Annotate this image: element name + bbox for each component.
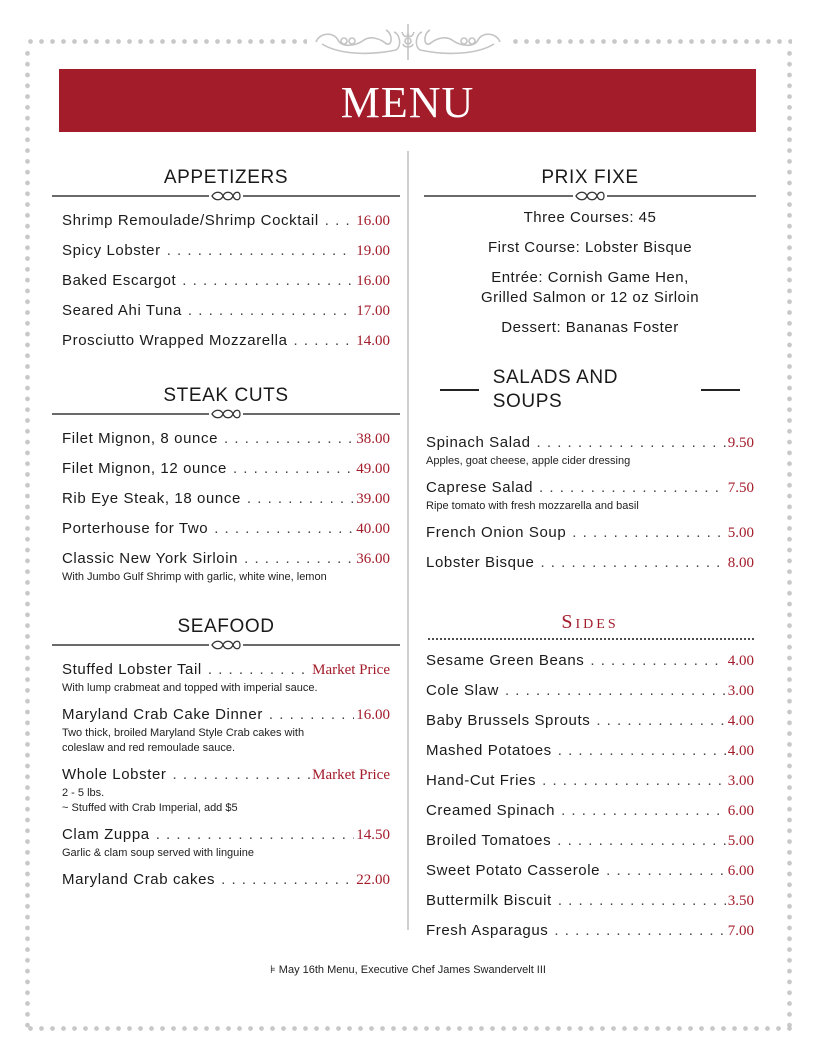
item-name: Broiled Tomatoes xyxy=(426,832,552,849)
footer-note xyxy=(0,963,816,976)
prix-fixe-first-course: First Course: Lobster Bisque xyxy=(487,239,693,256)
item-name: Maryland Crab cakes xyxy=(62,871,216,888)
dot-leader xyxy=(325,210,354,232)
item-price: 40.00 xyxy=(356,521,390,537)
item-name: Whole Lobster xyxy=(62,766,167,783)
heading-rule xyxy=(52,190,400,202)
item-price: 14.50 xyxy=(356,827,390,843)
title-banner xyxy=(59,69,756,132)
item-price: 36.00 xyxy=(356,551,390,567)
item-name: Maryland Crab Cake Dinner xyxy=(62,706,263,723)
heading-bar-right xyxy=(701,389,740,391)
menu-item xyxy=(62,824,390,861)
item-name: Prosciutto Wrapped Mozzarella xyxy=(62,332,288,349)
section-heading: APPETIZERS xyxy=(163,167,289,188)
section-heading: STEAK CUTS xyxy=(163,385,289,406)
item-price: 5.00 xyxy=(727,833,754,849)
item-name: Cole Slaw xyxy=(426,682,499,699)
dot-leader xyxy=(182,270,354,292)
dot-leader xyxy=(208,659,310,681)
menu-item xyxy=(62,330,390,352)
dot-leader xyxy=(561,800,726,822)
dot-leader xyxy=(558,890,726,912)
menu-item xyxy=(62,704,390,756)
dot-leader xyxy=(537,432,726,454)
menu-item xyxy=(62,659,390,696)
item-name: Rib Eye Steak, 18 ounce xyxy=(62,490,241,507)
steak-cuts-section xyxy=(62,384,390,585)
dot-leader xyxy=(554,920,725,942)
menu-item xyxy=(426,432,754,469)
item-name: Clam Zuppa xyxy=(62,826,150,843)
dot-leader xyxy=(558,740,726,762)
dot-leader xyxy=(156,824,355,846)
item-price: Market Price xyxy=(312,662,390,678)
dot-leader xyxy=(214,518,354,540)
item-price: 19.00 xyxy=(356,243,390,259)
dot-leader xyxy=(221,869,354,891)
item-name: Filet Mignon, 12 ounce xyxy=(62,460,227,477)
item-name: Spinach Salad xyxy=(426,434,531,451)
left-column xyxy=(62,166,390,891)
item-description: Ripe tomato with fresh mozzarella and basil xyxy=(426,500,639,512)
menu-item xyxy=(426,680,754,702)
menu-item xyxy=(62,240,390,262)
dot-leader xyxy=(167,240,355,262)
seafood-section xyxy=(62,615,390,891)
item-description: Two thick, broiled Maryland Style Crab cakes with coleslaw and red remoulade sauce. xyxy=(62,727,305,754)
dot-leader xyxy=(294,330,355,352)
item-price: 8.00 xyxy=(727,555,754,571)
dot-leader xyxy=(540,552,725,574)
menu-item xyxy=(62,518,390,540)
item-name: Sesame Green Beans xyxy=(426,652,585,669)
menu-item xyxy=(426,740,754,762)
item-price: Market Price xyxy=(312,767,390,783)
item-price: 17.00 xyxy=(356,303,390,319)
knot-ornament-icon xyxy=(209,408,243,420)
sides-section xyxy=(426,610,754,942)
prix-fixe-price: Three Courses: 45 xyxy=(523,209,657,226)
item-name: French Onion Soup xyxy=(426,524,567,541)
item-name: Baby Brussels Sprouts xyxy=(426,712,591,729)
menu-item xyxy=(62,548,390,585)
salads-soups-section xyxy=(426,366,754,574)
menu-item xyxy=(62,458,390,480)
menu-item xyxy=(426,920,754,942)
item-price: 3.00 xyxy=(727,773,754,789)
heading-rule xyxy=(52,408,400,420)
dot-leader xyxy=(247,488,354,510)
item-description: With Jumbo Gulf Shrimp with garlic, white wine, lemon xyxy=(62,571,327,583)
item-name: Buttermilk Biscuit xyxy=(426,892,552,909)
menu-item xyxy=(62,210,390,232)
dotted-rule xyxy=(427,638,754,640)
item-description: Garlic & clam soup served with linguine xyxy=(62,847,254,859)
dot-leader xyxy=(590,650,725,672)
section-heading-row xyxy=(426,366,754,414)
menu-item xyxy=(62,764,390,816)
item-name: Shrimp Remoulade/Shrimp Cocktail xyxy=(62,212,319,229)
menu-item xyxy=(62,270,390,292)
menu-item xyxy=(62,300,390,322)
prix-fixe-entree: Entrée: Cornish Game Hen, xyxy=(491,269,689,286)
menu-item xyxy=(426,650,754,672)
knot-ornament-icon xyxy=(209,190,243,202)
heading-rule xyxy=(52,639,400,651)
item-name: Lobster Bisque xyxy=(426,554,535,571)
item-name: Sweet Potato Casserole xyxy=(426,862,601,879)
dot-leader xyxy=(224,428,354,450)
menu-item xyxy=(426,710,754,732)
item-name: Stuffed Lobster Tail xyxy=(62,661,202,678)
item-price: 14.00 xyxy=(356,333,390,349)
menu-item xyxy=(426,890,754,912)
prix-fixe-section xyxy=(426,166,754,338)
item-price: 38.00 xyxy=(356,431,390,447)
menu-item xyxy=(426,860,754,882)
page-title: MENU xyxy=(340,77,475,127)
item-price: 3.50 xyxy=(727,893,754,909)
dot-leader xyxy=(244,548,354,570)
menu-item xyxy=(426,477,754,514)
frame-top-right-dots xyxy=(510,39,792,44)
item-name: Fresh Asparagus xyxy=(426,922,549,939)
item-price: 49.00 xyxy=(356,461,390,477)
item-price: 6.00 xyxy=(727,803,754,819)
item-name: Porterhouse for Two xyxy=(62,520,209,537)
item-price: 5.00 xyxy=(727,525,754,541)
section-heading: PRIX FIXE xyxy=(541,167,639,188)
footer-text: May 16th Menu, Executive Chef James Swandervelt III xyxy=(278,964,546,976)
prix-fixe-dessert: Dessert: Bananas Foster xyxy=(501,319,679,336)
item-description: With lump crabmeat and topped with imperial sauce. xyxy=(62,682,318,694)
dot-leader xyxy=(173,764,311,786)
item-name: Hand-Cut Fries xyxy=(426,772,537,789)
item-description-note: ~ Stuffed with Crab Imperial, add $5 xyxy=(62,802,238,814)
item-name: Filet Mignon, 8 ounce xyxy=(62,430,219,447)
dot-leader xyxy=(539,477,726,499)
right-column xyxy=(426,166,754,942)
flourish-ornament-icon xyxy=(308,20,508,62)
section-heading: SALADS AND SOUPS xyxy=(492,367,619,412)
column-divider xyxy=(407,151,409,930)
item-price: 3.00 xyxy=(727,683,754,699)
dot-leader xyxy=(505,680,726,702)
item-price: 16.00 xyxy=(356,273,390,289)
fleuron-icon: ⊧ xyxy=(270,964,276,976)
dot-leader xyxy=(233,458,354,480)
item-price: 4.00 xyxy=(727,743,754,759)
item-price: 9.50 xyxy=(727,435,754,451)
dot-leader xyxy=(572,522,725,544)
item-price: 6.00 xyxy=(727,863,754,879)
item-name: Baked Escargot xyxy=(62,272,177,289)
dot-leader xyxy=(542,770,726,792)
prix-fixe-entree-cont: Grilled Salmon or 12 oz Sirloin xyxy=(480,289,700,306)
section-heading: Sides xyxy=(561,611,619,633)
frame-bottom-dots xyxy=(25,1026,792,1031)
item-price: 22.00 xyxy=(356,872,390,888)
menu-item xyxy=(62,488,390,510)
menu-item xyxy=(426,552,754,574)
menu-item xyxy=(62,869,390,891)
item-name: Caprese Salad xyxy=(426,479,534,496)
heading-rule xyxy=(424,190,756,202)
item-price: 4.00 xyxy=(727,653,754,669)
item-price: 16.00 xyxy=(356,707,390,723)
dot-leader xyxy=(269,704,354,726)
dot-leader xyxy=(557,830,726,852)
item-price: 4.00 xyxy=(727,713,754,729)
item-price: 39.00 xyxy=(356,491,390,507)
heading-bar-left xyxy=(440,389,479,391)
item-price: 16.00 xyxy=(356,213,390,229)
section-heading: SEAFOOD xyxy=(177,616,275,637)
item-name: Spicy Lobster xyxy=(62,242,161,259)
item-description: 2 - 5 lbs. xyxy=(62,787,105,799)
menu-item xyxy=(426,522,754,544)
frame-right-dots xyxy=(787,48,792,1030)
menu-item xyxy=(62,428,390,450)
appetizers-section xyxy=(62,166,390,352)
knot-ornament-icon xyxy=(209,639,243,651)
dot-leader xyxy=(606,860,726,882)
item-price: 7.00 xyxy=(727,923,754,939)
menu-item xyxy=(426,800,754,822)
frame-top-left-dots xyxy=(25,39,307,44)
item-name: Classic New York Sirloin xyxy=(62,550,239,567)
item-description: Apples, goat cheese, apple cider dressing xyxy=(426,455,631,467)
dot-leader xyxy=(596,710,725,732)
dot-leader xyxy=(188,300,354,322)
item-name: Creamed Spinach xyxy=(426,802,556,819)
frame-left-dots xyxy=(25,48,30,1030)
menu-item xyxy=(426,830,754,852)
item-name: Mashed Potatoes xyxy=(426,742,552,759)
knot-ornament-icon xyxy=(573,190,607,202)
menu-item xyxy=(426,770,754,792)
item-price: 7.50 xyxy=(727,480,754,496)
item-name: Seared Ahi Tuna xyxy=(62,302,182,319)
